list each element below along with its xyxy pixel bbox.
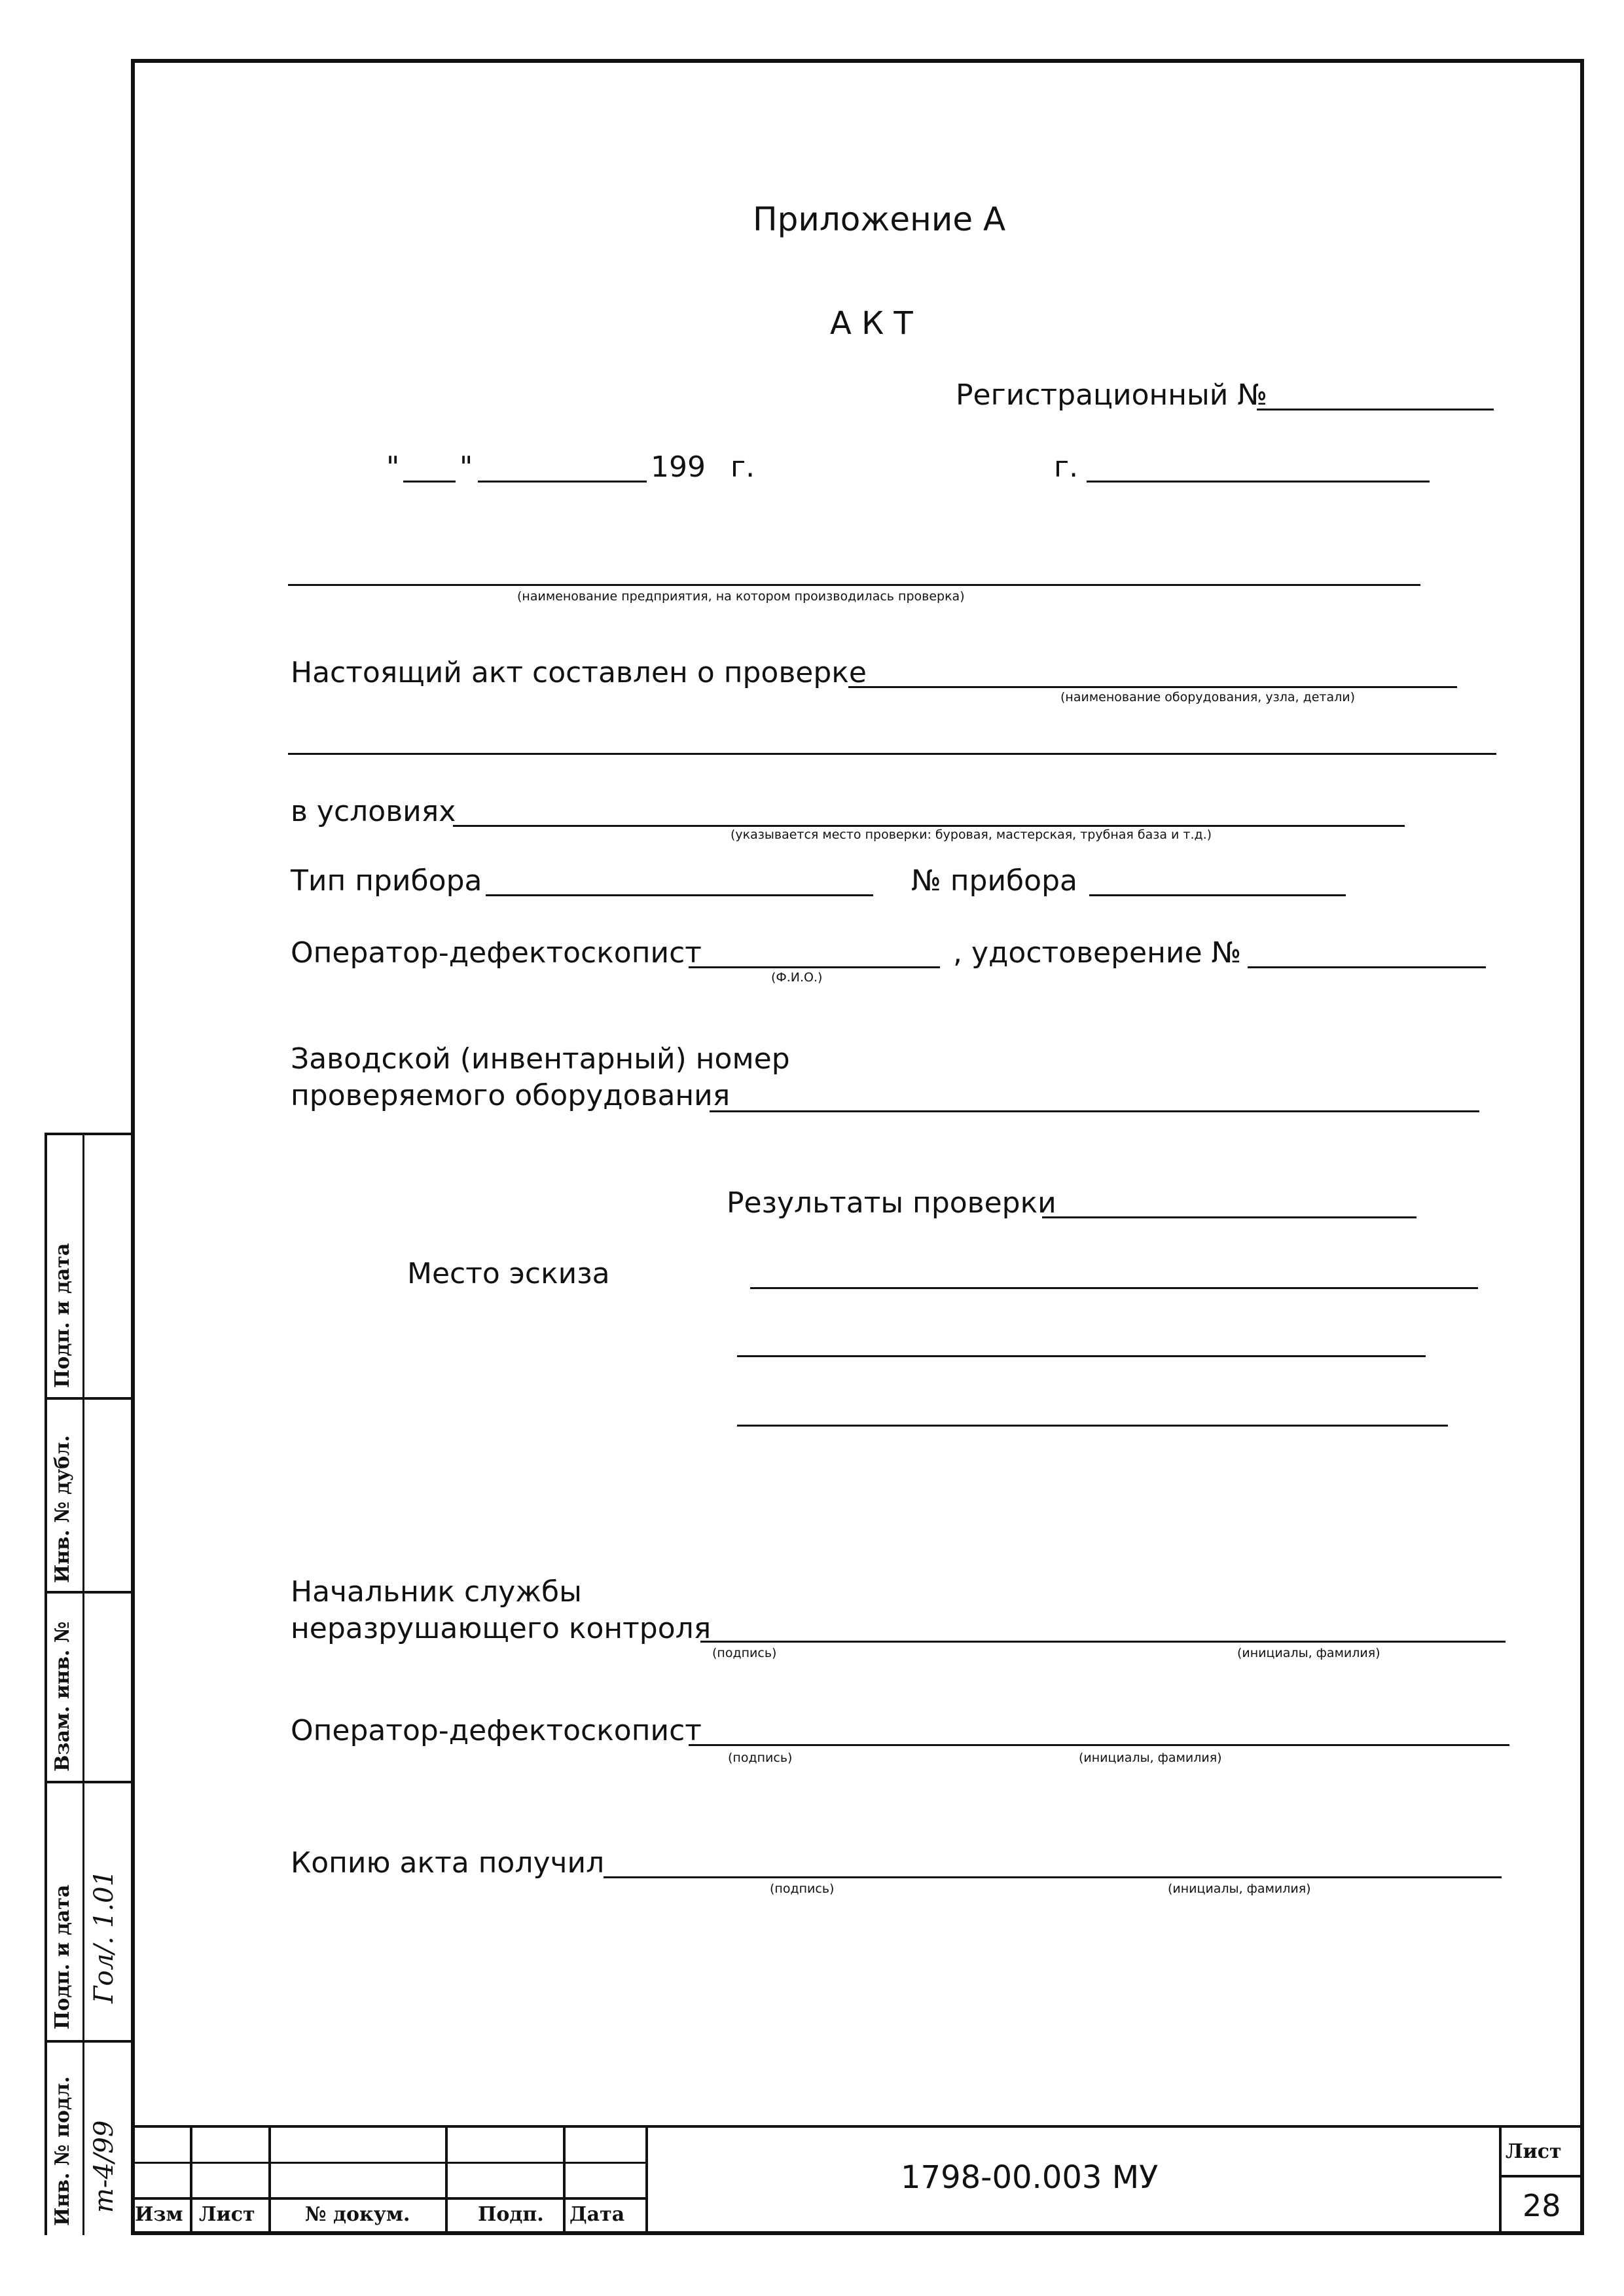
device-type-label: Тип прибора — [291, 864, 482, 898]
device-number-label: № прибора — [911, 864, 1077, 898]
serial-label-line1: Заводской (инвентарный) номер — [291, 1042, 790, 1076]
side-inv-dup: Инв. № дубл. — [51, 1435, 74, 1583]
stamp-col-sign: Подп. — [478, 2203, 544, 2226]
enterprise-caption: (наименование предприятия, на котором производилась проверка) — [517, 589, 965, 604]
side-hand-date: Гол/. 1.01 — [89, 1869, 119, 2003]
inspection-field[interactable] — [848, 686, 1457, 688]
inspection-label: Настоящий акт составлен о проверке — [291, 656, 867, 689]
stamp-col-date: Дата — [569, 2203, 625, 2226]
page-frame — [131, 59, 1584, 2235]
enterprise-field[interactable] — [288, 584, 1420, 586]
device-number-field[interactable] — [1089, 894, 1346, 896]
inspection-field-2[interactable] — [288, 753, 1496, 755]
copy-signature-field[interactable] — [604, 1876, 1502, 1878]
city-prefix: г. — [1054, 450, 1079, 484]
side-replace-inv: Взам. инв. № — [51, 1621, 74, 1772]
side-hand-inv: т-4/99 — [89, 2120, 119, 2213]
chief-name-caption: (инициалы, фамилия) — [1237, 1646, 1380, 1660]
chief-label-line2: неразрушающего контроля — [291, 1612, 712, 1645]
operator-fio-caption: (Ф.И.О.) — [771, 970, 823, 985]
copy-name-caption: (инициалы, фамилия) — [1168, 1882, 1311, 1896]
conditions-caption: (указывается место проверки: буровая, мастерская, трубная база и т.д.) — [731, 828, 1212, 842]
act-title: А К Т — [830, 305, 913, 342]
results-field-4[interactable] — [737, 1425, 1448, 1427]
operator-sign-caption: (подпись) — [728, 1751, 793, 1765]
stamp-col-doc: № докум. — [305, 2203, 410, 2226]
results-field-3[interactable] — [737, 1355, 1426, 1357]
certificate-label: , удостоверение № — [953, 936, 1242, 970]
side-sign-date-1: Подп. и дата — [51, 1884, 74, 2030]
serial-field[interactable] — [710, 1110, 1479, 1112]
copy-label: Копию акта получил — [291, 1846, 605, 1880]
year-suffix: г. — [731, 450, 755, 484]
chief-signature-field[interactable] — [700, 1641, 1506, 1643]
stamp-col-izm: Изм — [135, 2203, 183, 2226]
appendix-title: Приложение А — [753, 200, 1006, 238]
inspection-caption: (наименование оборудования, узла, детали) — [1060, 690, 1356, 704]
date-quote-close: " — [460, 450, 473, 484]
side-inv-orig: Инв. № подл. — [51, 2076, 74, 2226]
copy-sign-caption: (подпись) — [770, 1882, 835, 1896]
chief-label-line1: Начальник службы — [291, 1575, 582, 1609]
side-sign-date-2: Подп. и дата — [51, 1243, 74, 1388]
sheet-label: Лист — [1506, 2140, 1562, 2163]
city-field[interactable] — [1087, 481, 1430, 483]
operator-name-caption: (инициалы, фамилия) — [1079, 1751, 1222, 1765]
results-field-2[interactable] — [750, 1287, 1478, 1289]
conditions-label: в условиях — [291, 795, 456, 828]
serial-label-line2: проверяемого оборудования — [291, 1079, 731, 1112]
results-label: Результаты проверки — [727, 1186, 1056, 1220]
document-code: 1798-00.003 МУ — [901, 2159, 1159, 2196]
year-label: 199 — [651, 450, 706, 484]
operator-fio-field[interactable] — [689, 966, 940, 968]
device-type-field[interactable] — [486, 894, 873, 896]
conditions-field[interactable] — [453, 825, 1405, 827]
registration-field[interactable] — [1257, 409, 1494, 410]
day-field[interactable] — [403, 481, 456, 483]
chief-sign-caption: (подпись) — [712, 1646, 777, 1660]
sketch-label: Место эскиза — [407, 1257, 610, 1290]
results-field-1[interactable] — [1042, 1216, 1416, 1218]
operator-signature-field[interactable] — [689, 1744, 1509, 1746]
sheet-number: 28 — [1523, 2188, 1561, 2223]
date-quote-open: " — [386, 450, 400, 484]
operator-sign-label: Оператор-дефектоскопист — [291, 1714, 702, 1747]
registration-label: Регистрационный № — [956, 378, 1268, 412]
month-field[interactable] — [478, 481, 647, 483]
certificate-field[interactable] — [1248, 966, 1486, 968]
operator-label: Оператор-дефектоскопист — [291, 936, 702, 970]
stamp-col-list: Лист — [199, 2203, 255, 2226]
